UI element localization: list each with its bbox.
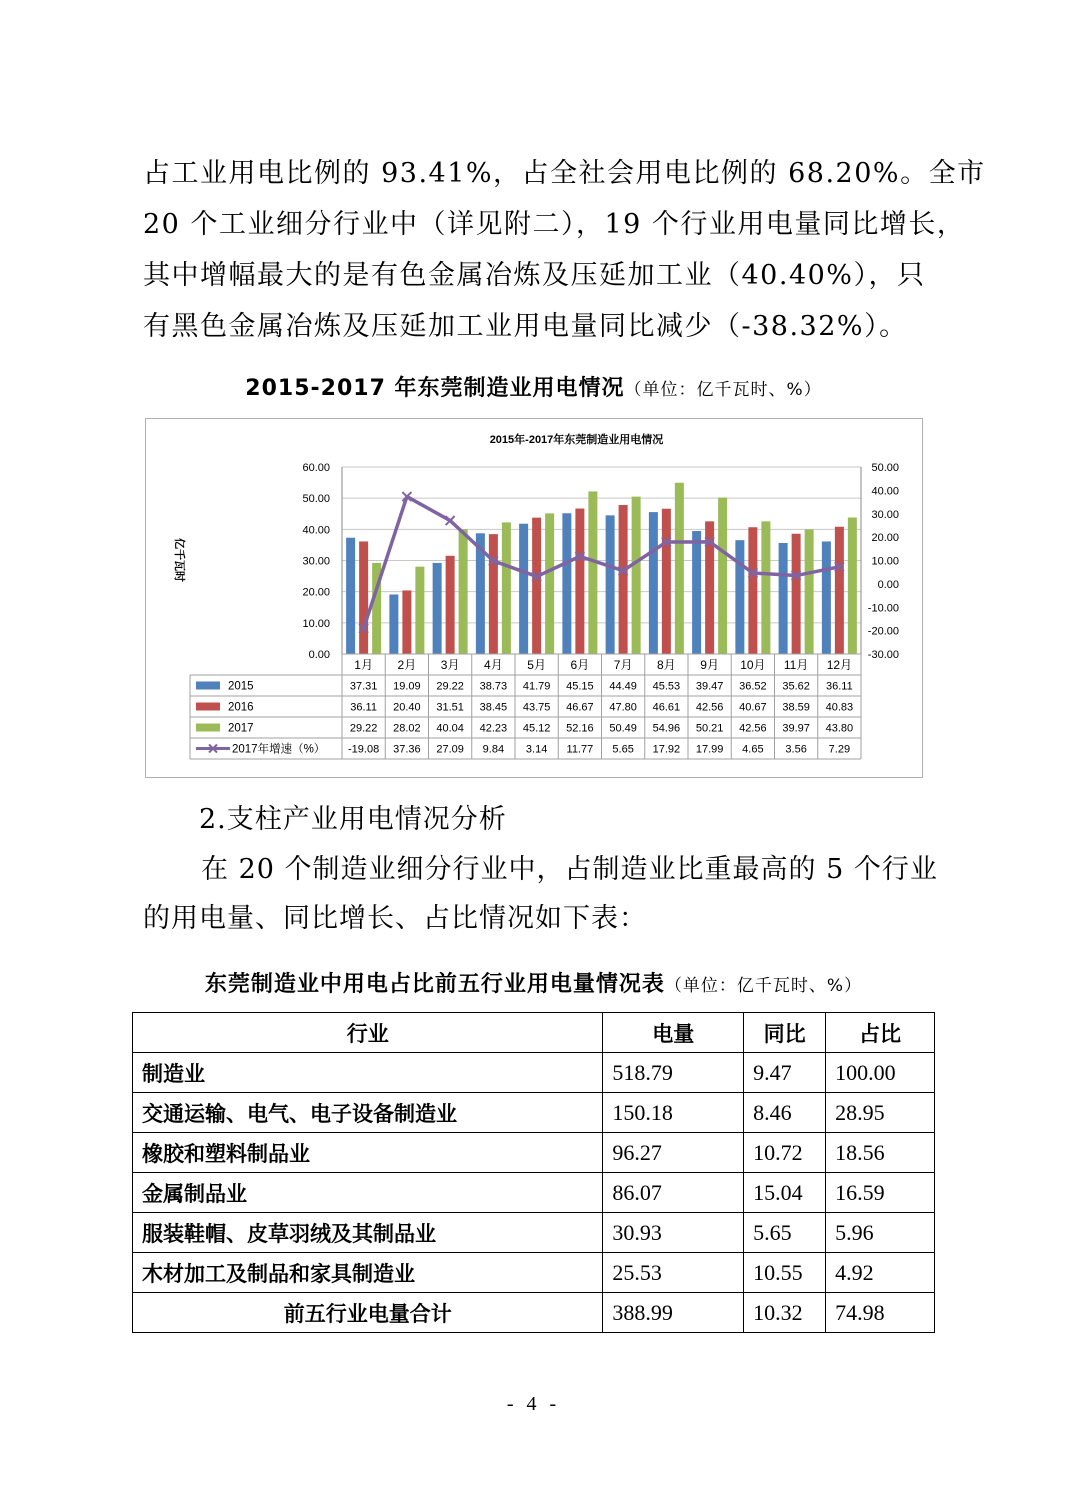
bar-2015 [779,543,788,654]
data-label: 54.96 [652,722,681,735]
data-label: 38.45 [479,701,508,714]
data-label: 41.79 [522,680,551,693]
bar-2017 [502,522,511,654]
intro-paragraph [143,148,986,352]
data-label: 36.52 [739,680,767,693]
intro-line: 20 个工业细分行业中（详见附二），19 个行业用电量同比增长， [143,209,966,240]
table-header-row [133,1013,935,1053]
table-row [133,1173,935,1213]
bar-2015 [606,515,615,654]
y-tick-label: 50.00 [302,493,330,506]
data-label: 37.31 [349,680,378,693]
cell-electricity: 25.53 [603,1253,744,1293]
cell-electricity: 150.18 [603,1093,744,1133]
data-label: 40.83 [825,701,854,714]
cell-share: 28.95 [826,1093,935,1133]
industry-table [132,1012,935,1333]
data-label: 27.09 [436,743,464,756]
y2-tick-label: 20.00 [871,532,899,545]
cell-yoy: 10.72 [744,1133,826,1173]
table-row [133,1053,935,1093]
bar-2015 [692,531,701,654]
cell-share: 4.92 [826,1253,935,1293]
bar-2017 [588,491,597,654]
cell-yoy: 10.32 [744,1293,826,1333]
bar-2015 [433,563,442,654]
data-label: 37.36 [393,743,421,756]
y2-tick-label: 40.00 [871,485,899,498]
x-tick-label: 5月 [527,658,546,672]
cell-yoy: 15.04 [744,1173,826,1213]
legend-key-2016 [196,703,220,711]
chart-caption-unit: （单位：亿千瓦时、%） [624,380,822,400]
bar-2017 [459,529,468,654]
data-label: 40.67 [739,701,767,714]
cell-industry-total: 前五行业电量合计 [133,1293,603,1333]
data-label: 42.56 [695,701,724,714]
bar-2015 [346,538,355,654]
bar-2015 [389,595,398,654]
data-label: 50.49 [609,722,637,735]
y-axis-label: 亿千瓦时 [173,538,185,582]
table-row [133,1133,935,1173]
y-tick-label: 30.00 [302,555,330,568]
x-tick-label: 2月 [397,658,417,672]
section-heading: 2.支柱产业用电情况分析 [199,804,507,835]
bar-2017 [415,567,424,654]
x-tick-label: 10月 [740,658,766,672]
data-label: 39.47 [695,680,724,693]
table-row [133,1213,935,1253]
bar-2015 [519,524,528,654]
data-label: 3.14 [525,743,548,756]
x-tick-label: 9月 [700,658,719,672]
bar-2016 [748,527,757,654]
intro-line: 有黑色金属冶炼及压延加工业用电量同比减少（-38.32%）。 [143,311,908,342]
data-label: 39.97 [782,722,810,735]
intro-line: 其中增幅最大的是有色金属冶炼及压延加工业（40.40%），只 [143,260,926,291]
section-line: 的用电量、同比增长、占比情况如下表： [143,903,647,934]
y2-tick-label: 0.00 [877,578,899,591]
cell-electricity: 86.07 [603,1173,744,1213]
legend-label: 2016 [228,701,254,714]
data-label: -19.08 [348,743,380,756]
x-tick-label: 1月 [354,658,373,672]
bar-2017 [675,483,684,654]
data-label: 20.40 [393,701,421,714]
header-yoy: 同比 [744,1013,826,1053]
bar-2015 [649,512,658,654]
cell-industry: 金属制品业 [133,1173,603,1213]
data-label: 17.99 [695,743,724,756]
data-label: 29.22 [349,722,378,735]
section-line: 在 20 个制造业细分行业中，占制造业比重最高的 5 个行业 [201,854,938,885]
cell-yoy: 9.47 [744,1053,826,1093]
data-label: 45.15 [566,680,594,693]
data-label: 42.23 [479,722,508,735]
page-number: - 4 - [506,1393,561,1415]
data-label: 31.51 [436,701,464,714]
y-tick-label: 20.00 [302,586,330,599]
cell-share: 100.00 [826,1053,935,1093]
data-label: 36.11 [826,680,853,693]
legend-key-2017 [196,724,220,732]
data-label: 36.11 [350,701,377,714]
data-label: 5.65 [612,743,634,756]
bar-2016 [835,527,844,654]
cell-electricity: 96.27 [603,1133,744,1173]
data-label: 40.04 [436,722,464,735]
bar-2016 [619,505,628,654]
y2-tick-label: 30.00 [871,508,899,521]
data-label: 4.65 [742,743,764,756]
bar-2016 [532,518,541,654]
bar-2016 [359,541,368,654]
cell-electricity: 388.99 [603,1293,744,1333]
cell-industry: 交通运输、电气、电子设备制造业 [133,1093,603,1133]
bar-2015 [562,513,571,654]
data-label: 43.80 [825,722,854,735]
data-label: 42.56 [739,722,767,735]
cell-yoy: 5.65 [744,1213,826,1253]
bar-2017 [761,521,770,654]
legend-label: 2015 [228,680,254,693]
data-label: 28.02 [393,722,421,735]
header-share: 占比 [826,1013,935,1053]
chart-title: 2015年-2017年东莞制造业用电情况 [489,434,664,446]
bar-2015 [735,540,744,654]
bar-2017 [805,529,814,654]
cell-share: 74.98 [826,1293,935,1333]
data-label: 7.29 [828,743,851,756]
header-industry: 行业 [133,1013,603,1053]
data-label: 45.53 [652,680,681,693]
x-tick-label: 3月 [440,658,460,672]
bar-2016 [575,509,584,654]
y-tick-label: 10.00 [302,617,330,630]
electricity-chart [145,418,923,778]
data-label: 43.75 [522,701,551,714]
bar-2017 [718,498,727,654]
data-label: 52.16 [566,722,594,735]
data-label: 38.73 [479,680,508,693]
x-tick-label: 6月 [570,658,590,672]
bar-2016 [402,590,411,654]
header-electricity: 电量 [603,1013,744,1053]
cell-industry: 橡胶和塑料制品业 [133,1133,603,1173]
x-tick-label: 7月 [613,658,633,672]
cell-industry: 服装鞋帽、皮草羽绒及其制品业 [133,1213,603,1253]
table-caption [0,967,1067,998]
data-label: 50.21 [695,722,724,735]
cell-share: 5.96 [826,1213,935,1253]
cell-yoy: 10.55 [744,1253,826,1293]
data-label: 19.09 [393,680,421,693]
y2-tick-label: 50.00 [871,462,899,474]
legend-key-2015 [196,682,220,690]
chart-caption [0,371,1067,402]
data-label: 46.61 [652,701,681,714]
table-total-row [133,1293,935,1333]
cell-share: 18.56 [826,1133,935,1173]
bar-2017 [632,497,641,654]
intro-line: 占工业用电比例的 93.41%，占全社会用电比例的 68.20%。全市 [143,158,986,189]
x-tick-label: 4月 [484,658,503,672]
x-tick-label: 12月 [826,658,853,672]
x-tick-label: 8月 [657,658,676,672]
cell-share: 16.59 [826,1173,935,1213]
bar-2016 [662,509,671,654]
data-label: 45.12 [522,722,551,735]
cell-electricity: 518.79 [603,1053,744,1093]
x-tick-label: 11月 [783,658,809,672]
table-caption-unit: （单位：亿千瓦时、%） [664,976,863,996]
bar-2016 [489,534,498,654]
data-label: 17.92 [652,743,681,756]
data-label: 47.80 [609,701,637,714]
y2-tick-label: -30.00 [867,649,899,661]
cell-yoy: 8.46 [744,1093,826,1133]
table-row [133,1093,935,1133]
y2-tick-label: 10.00 [871,555,899,568]
bar-2015 [822,541,831,654]
y-tick-label: 40.00 [302,524,330,537]
table-caption-title: 东莞制造业中用电占比前五行业用电量情况表 [204,972,665,997]
legend-label: 2017 [228,722,254,735]
y2-tick-label: -10.00 [867,602,899,615]
data-label: 44.49 [609,680,637,693]
chart-svg [146,419,922,777]
data-label: 29.22 [436,680,464,693]
bar-2017 [848,517,857,654]
data-label: 46.67 [566,701,594,714]
y-tick-label: 60.00 [302,462,330,474]
cell-electricity: 30.93 [603,1213,744,1253]
data-label: 3.56 [785,743,807,756]
legend-label: 2017年增速（%） [232,743,326,756]
chart-caption-title: 2015-2017 年东莞制造业用电情况 [245,376,625,401]
data-label: 38.59 [782,701,810,714]
cell-industry: 木材加工及制品和家具制造业 [133,1253,603,1293]
bar-2016 [446,556,455,654]
y-tick-label: 0.00 [308,649,330,661]
data-label: 9.84 [482,743,505,756]
bar-2017 [545,513,554,654]
y2-tick-label: -20.00 [867,625,899,638]
bar-2016 [792,534,801,654]
data-label: 35.62 [782,680,810,693]
table-row [133,1253,935,1293]
data-label: 11.77 [566,743,594,756]
cell-industry: 制造业 [133,1053,603,1093]
